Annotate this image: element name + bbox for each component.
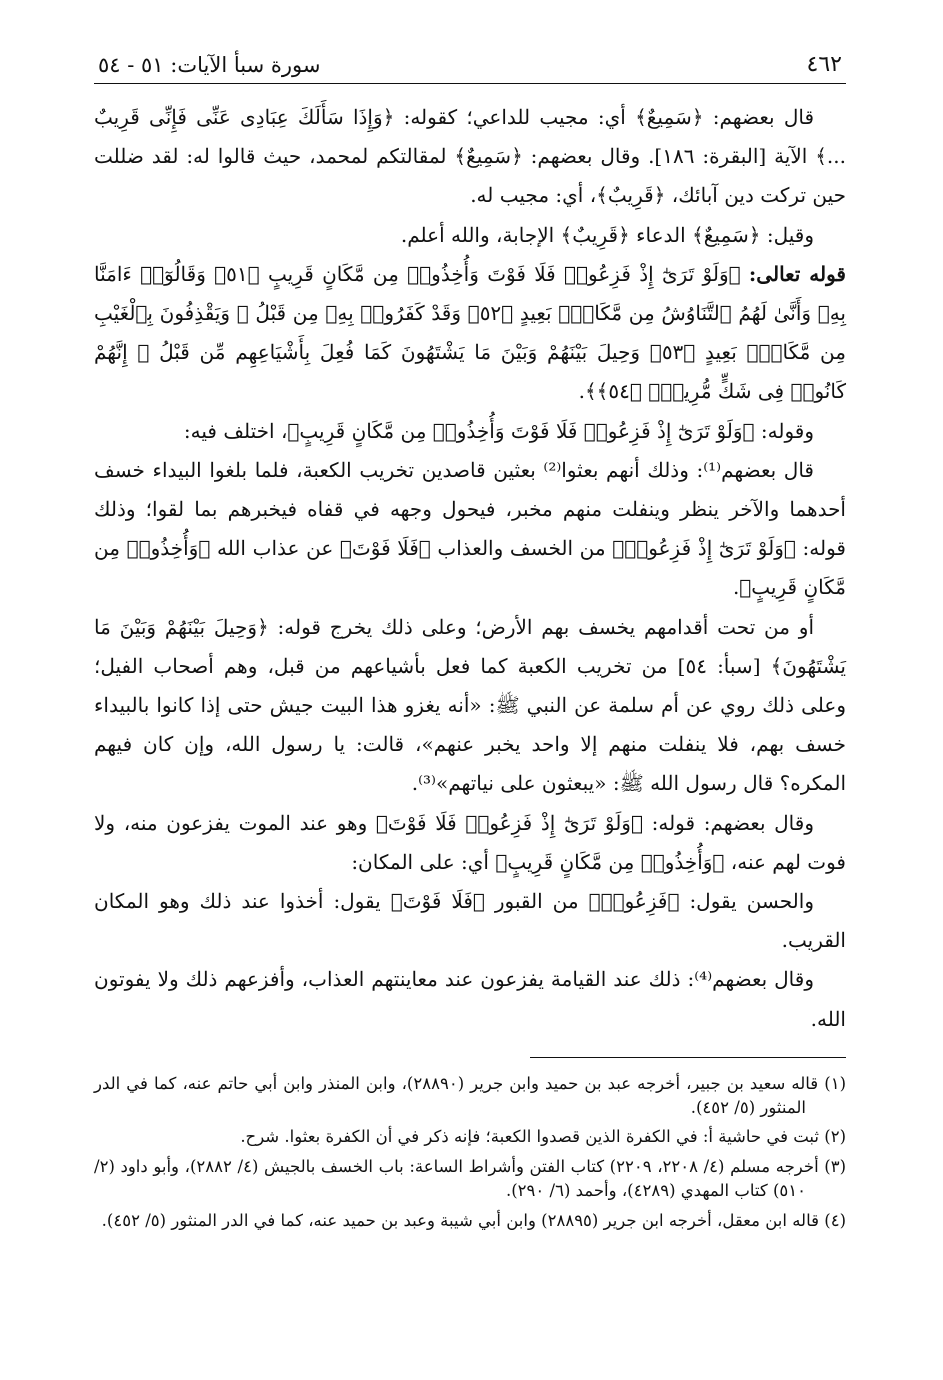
footnote-separator: [530, 1057, 846, 1058]
verse-block: [94, 255, 846, 412]
paragraph: وقال بعضهم⁽⁴⁾: ذلك عند القيامة يفزعون عند معاينتهم العذاب، وأفزعهم ذلك ولا يفوتون الله.: [94, 967, 846, 1031]
page-header: [94, 52, 846, 84]
paragraph: والحسن يقول: ﴿فَزِعُوا۟﴾ من القبور ﴿فَلَا فَوْتَ﴾ يقول: أخذوا عند ذلك وهو المكان القريب.: [94, 889, 846, 953]
verse-text: ﴿وَلَوْ تَرَىٰٓ إِذْ فَزِعُوا۟ فَلَا فَوْتَ وَأُخِذُوا۟ مِن مَّكَانٍ قَرِيبٍ ﴿٥١﴾ وَقَالُوٓا۟ ءَامَنَّا بِهِۦ وَأَنَّىٰ لَهُمُ ٱلتَّنَاوُشُ مِن مَّكَانٍۭ بَعِيدٍ ﴿٥٢﴾ وَقَدْ كَفَرُوا۟ بِهِۦ مِن قَبْلُ ۖ وَيَقْذِفُونَ بِٱلْغَيْبِ مِن مَّكَانٍۭ بَعِيدٍ ﴿٥٣﴾ وَحِيلَ بَيْنَهُمْ وَبَيْنَ مَا يَشْتَهُونَ كَمَا فُعِلَ بِأَشْيَاعِهِم مِّن قَبْلُ ۚ إِنَّهُمْ كَانُوا۟ فِى شَكٍّ مُّرِيبٍۭ ﴿٥٤﴾﴾.: [94, 261, 847, 404]
footnote-2: (٢) ثبت في حاشية أ: في الكفرة الذين قصدوا الكعبة؛ فإنه ذكر في أن الكفرة بعثوا. شرح.: [240, 1127, 846, 1147]
book-page: [94, 52, 846, 1233]
paragraph: قال بعضهم⁽¹⁾: وذلك أنهم بعثوا⁽²⁾ بعثين قاصدين تخريب الكعبة، فلما بلغوا البيداء خسف أحدهما والآخر ينظر وينفلت منهم مخبر، فيحول وجهه في قفاه فيخبرهم بما لقوا؛ وذلك قوله: ﴿وَلَوْ تَرَىٰٓ إِذْ فَزِعُوا۟﴾ من الخسف والعذاب ﴿فَلَا فَوْتَ﴾ عن عذاب الله ﴿وَأُخِذُوا۟ مِن مَّكَانٍ قَرِيبٍ﴾.: [94, 457, 846, 600]
main-text: [94, 98, 846, 1039]
running-title: سورة سبأ الآيات: ٥١ - ٥٤: [98, 53, 321, 77]
footnote-1: (١) قاله سعيد بن جبير، أخرجه عبد بن حميد وابن جرير (٢٨٨٩٠)، وابن المنذر وابن أبي حاتم عنه، كما في الدر المنثور (٥/ ٤٥٢).: [94, 1073, 846, 1117]
paragraph: وقال بعضهم: قوله: ﴿وَلَوْ تَرَىٰٓ إِذْ فَزِعُوا۟ فَلَا فَوْتَ﴾ وهو عند الموت يفزعون منه، ولا فوت لهم عنه، ﴿وَأُخِذُوا۟ مِن مَّكَانٍ قَرِيبٍ﴾ أي: على المكان:: [94, 810, 846, 874]
paragraph: أو من تحت أقدامهم يخسف بهم الأرض؛ وعلى ذلك يخرج قوله: ﴿وَحِيلَ بَيْنَهُمْ وَبَيْنَ مَا يَشْتَهُونَ﴾ [سبأ: ٥٤] من تخريب الكعبة كما فعل بأشياعهم من قبل، وهم أصحاب الفيل؛ وعلى ذلك روي عن أم سلمة عن النبي ﷺ: «أنه يغزو هذا البيت جيش حتى إذا كانوا بالبيداء خسف بهم، فلا ينفلت منهم إلا واحد يخبر عنهم»، قالت: يا رسول الله، وإن كان فيهم المكره؟ قال رسول الله ﷺ: «يبعثون على نياتهم»⁽³⁾.: [94, 614, 846, 796]
page-number: ٤٦٢: [806, 52, 842, 77]
footnote-4: (٤) قاله ابن معقل، أخرجه ابن جرير (٢٨٨٩٥) وابن أبي شيبة وعبد بن حميد عنه، كما في الدر المنثور (٥/ ٤٥٢).: [101, 1210, 846, 1230]
paragraph: وقوله: ﴿وَلَوْ تَرَىٰٓ إِذْ فَزِعُوا۟ فَلَا فَوْتَ وَأُخِذُوا۟ مِن مَّكَانٍ قَرِيبٍ﴾، اختلف فيه:: [183, 418, 814, 443]
footnote-3: (٣) أخرجه مسلم (٤/ ٢٢٠٨، ٢٢٠٩) كتاب الفتن وأشراط الساعة: باب الخسف بالجيش (٤/ ٢٨٨٢)، وأبو داود (٢/ ٥١٠) كتاب المهدي (٤٢٨٩)، وأحمد (٦/ ٢٩٠).: [94, 1157, 847, 1201]
paragraph: وقيل: ﴿سَمِيعٌ﴾ الدعاء ﴿قَرِيبٌ﴾ الإجابة، والله أعلم.: [400, 222, 814, 247]
footnotes: [94, 1072, 846, 1233]
verse-lead: قوله تعالى:: [748, 261, 846, 286]
paragraph: قال بعضهم: ﴿سَمِيعٌ﴾ أي: مجيب للداعي؛ كقوله: ﴿وَإِذَا سَأَلَكَ عِبَادِى عَنِّى فَإِنِّى قَرِيبٌ ...﴾ الآية [البقرة: ١٨٦]. وقال بعضهم: ﴿سَمِيعٌ﴾ لمقالتكم لمحمد، حيث قالوا له: لقد ضللت حين تركت دين آبائك، ﴿قَرِيبٌ﴾، أي: مجيب له.: [94, 105, 846, 208]
